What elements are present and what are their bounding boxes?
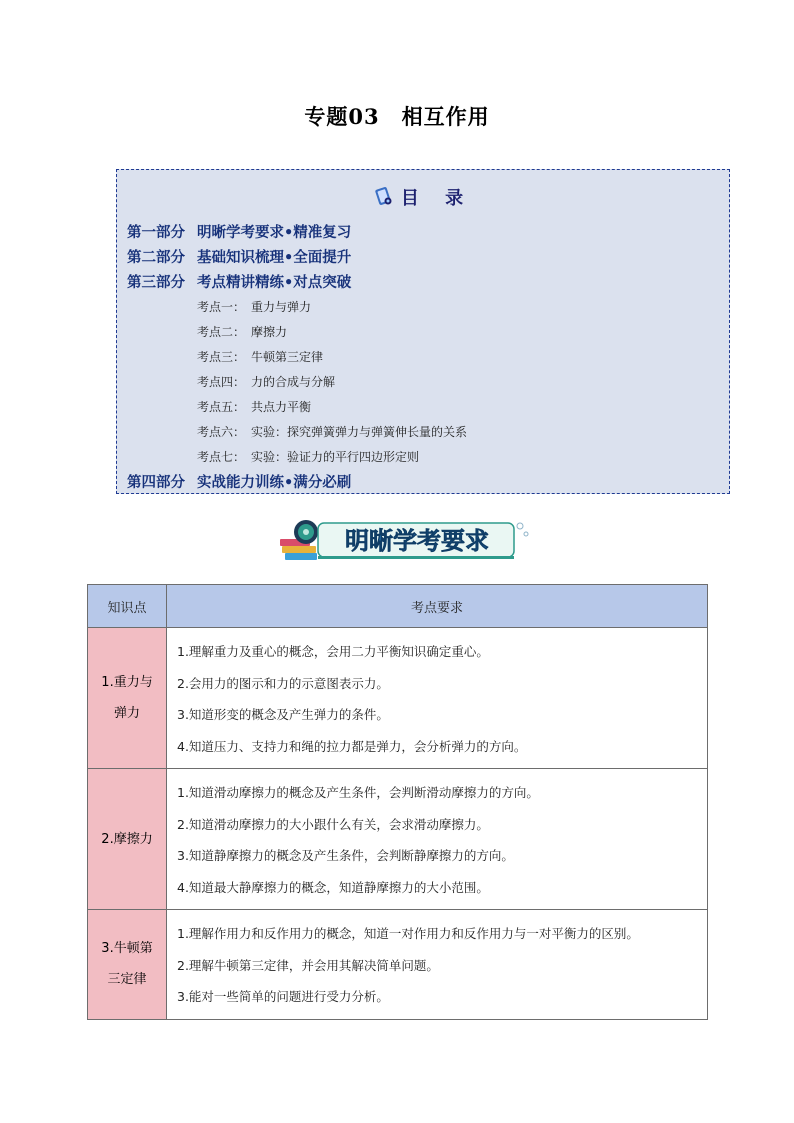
topic-cell — [88, 910, 167, 1020]
toc-point-5[interactable] — [197, 398, 311, 415]
requirement-item: 3.能对一些简单的问题进行受力分析。 — [177, 989, 389, 1004]
requirement-item: 3.知道静摩擦力的概念及产生条件，会判断静摩擦力的方向。 — [177, 848, 514, 863]
requirement-item: 4.知道压力、支持力和绳的拉力都是弹力，会分析弹力的方向。 — [177, 738, 527, 754]
header-knowledge-point: 知识点 — [88, 585, 167, 628]
title-topic-number: 专题03 — [304, 104, 380, 129]
book-icon — [373, 185, 395, 212]
toc-point-7[interactable] — [197, 448, 419, 465]
topic-cell — [88, 769, 167, 910]
requirements-cell — [167, 769, 708, 910]
part-label: 第一部分 — [127, 224, 185, 241]
topic-cell — [88, 628, 167, 769]
table-of-contents — [116, 169, 730, 494]
point-name: 力的合成与分解 — [251, 375, 336, 389]
table-row — [88, 769, 708, 910]
point-label: 考点一： — [197, 300, 246, 314]
sparkle-icon — [517, 523, 528, 536]
toc-part-3[interactable] — [127, 271, 351, 292]
topic-line: 三定律 — [107, 972, 147, 988]
point-name: 摩擦力 — [251, 325, 288, 339]
part-label: 第二部分 — [127, 249, 185, 266]
toc-point-3[interactable] — [197, 348, 323, 365]
part-name: 考点精讲精练•对点突破 — [197, 274, 352, 291]
point-label: 考点六： — [197, 425, 246, 439]
page-title — [0, 101, 794, 131]
requirements-cell — [167, 628, 708, 769]
topic-line: 1.重力与 — [101, 675, 153, 690]
requirements-cell — [167, 910, 708, 1020]
banner-text: 明晰学考要求 — [345, 527, 489, 555]
toc-point-6[interactable] — [197, 423, 467, 440]
requirement-item: 1.理解重力及重心的概念，会用二力平衡知识确定重心。 — [177, 644, 489, 659]
requirements-table — [87, 584, 708, 1020]
part-label: 第四部分 — [127, 474, 185, 491]
point-name: 共点力平衡 — [251, 400, 312, 414]
requirement-item: 2.会用力的图示和力的示意图表示力。 — [177, 675, 389, 691]
toc-point-1[interactable] — [197, 298, 311, 315]
part-name: 基础知识梳理•全面提升 — [197, 249, 352, 266]
point-label: 考点四： — [197, 375, 246, 389]
point-label: 考点五： — [197, 400, 246, 414]
topic-line: 弹力 — [113, 706, 140, 721]
point-label: 考点二： — [197, 325, 246, 339]
point-label: 考点七： — [197, 450, 246, 464]
toc-heading-label: 目 录 — [400, 188, 474, 209]
toc-part-2[interactable] — [127, 246, 351, 267]
part-label: 第三部分 — [127, 274, 185, 291]
table-row — [88, 910, 708, 1020]
toc-part-4[interactable] — [127, 471, 351, 492]
banner-graphic — [280, 516, 530, 564]
header-requirements: 考点要求 — [167, 585, 708, 628]
topic-line: 3.牛顿第 — [101, 941, 153, 957]
books-icon — [280, 520, 318, 560]
requirement-item: 1.知道滑动摩擦力的概念及产生条件，会判断滑动摩擦力的方向。 — [177, 785, 539, 800]
requirement-item: 2.知道滑动摩擦力的大小跟什么有关，会求滑动摩擦力。 — [177, 816, 489, 832]
requirement-item: 2.理解牛顿第三定律，并会用其解决简单问题。 — [177, 957, 439, 973]
requirement-item: 3.知道形变的概念及产生弹力的条件。 — [177, 707, 389, 722]
point-name: 实验：探究弹簧弹力与弹簧伸长量的关系 — [251, 425, 468, 439]
point-name: 重力与弹力 — [251, 300, 312, 314]
topic-line: 2.摩擦力 — [101, 831, 153, 847]
requirement-item: 4.知道最大静摩擦力的概念，知道静摩擦力的大小范围。 — [177, 879, 489, 895]
toc-point-4[interactable] — [197, 373, 335, 390]
part-name: 实战能力训练•满分必刷 — [197, 474, 352, 491]
toc-part-1[interactable] — [127, 221, 351, 242]
table-header-row — [88, 585, 708, 628]
point-label: 考点三： — [197, 350, 246, 364]
point-name: 牛顿第三定律 — [251, 350, 324, 364]
toc-heading — [117, 184, 729, 212]
point-name: 实验：验证力的平行四边形定则 — [251, 450, 420, 464]
toc-point-2[interactable] — [197, 323, 287, 340]
part-name: 明晰学考要求•精准复习 — [197, 224, 352, 241]
requirement-item: 1.理解作用力和反作用力的概念，知道一对作用力和反作用力与一对平衡力的区别。 — [177, 926, 639, 941]
table-row — [88, 628, 708, 769]
section-banner — [280, 516, 530, 564]
title-topic-name: 相互作用 — [401, 104, 490, 129]
